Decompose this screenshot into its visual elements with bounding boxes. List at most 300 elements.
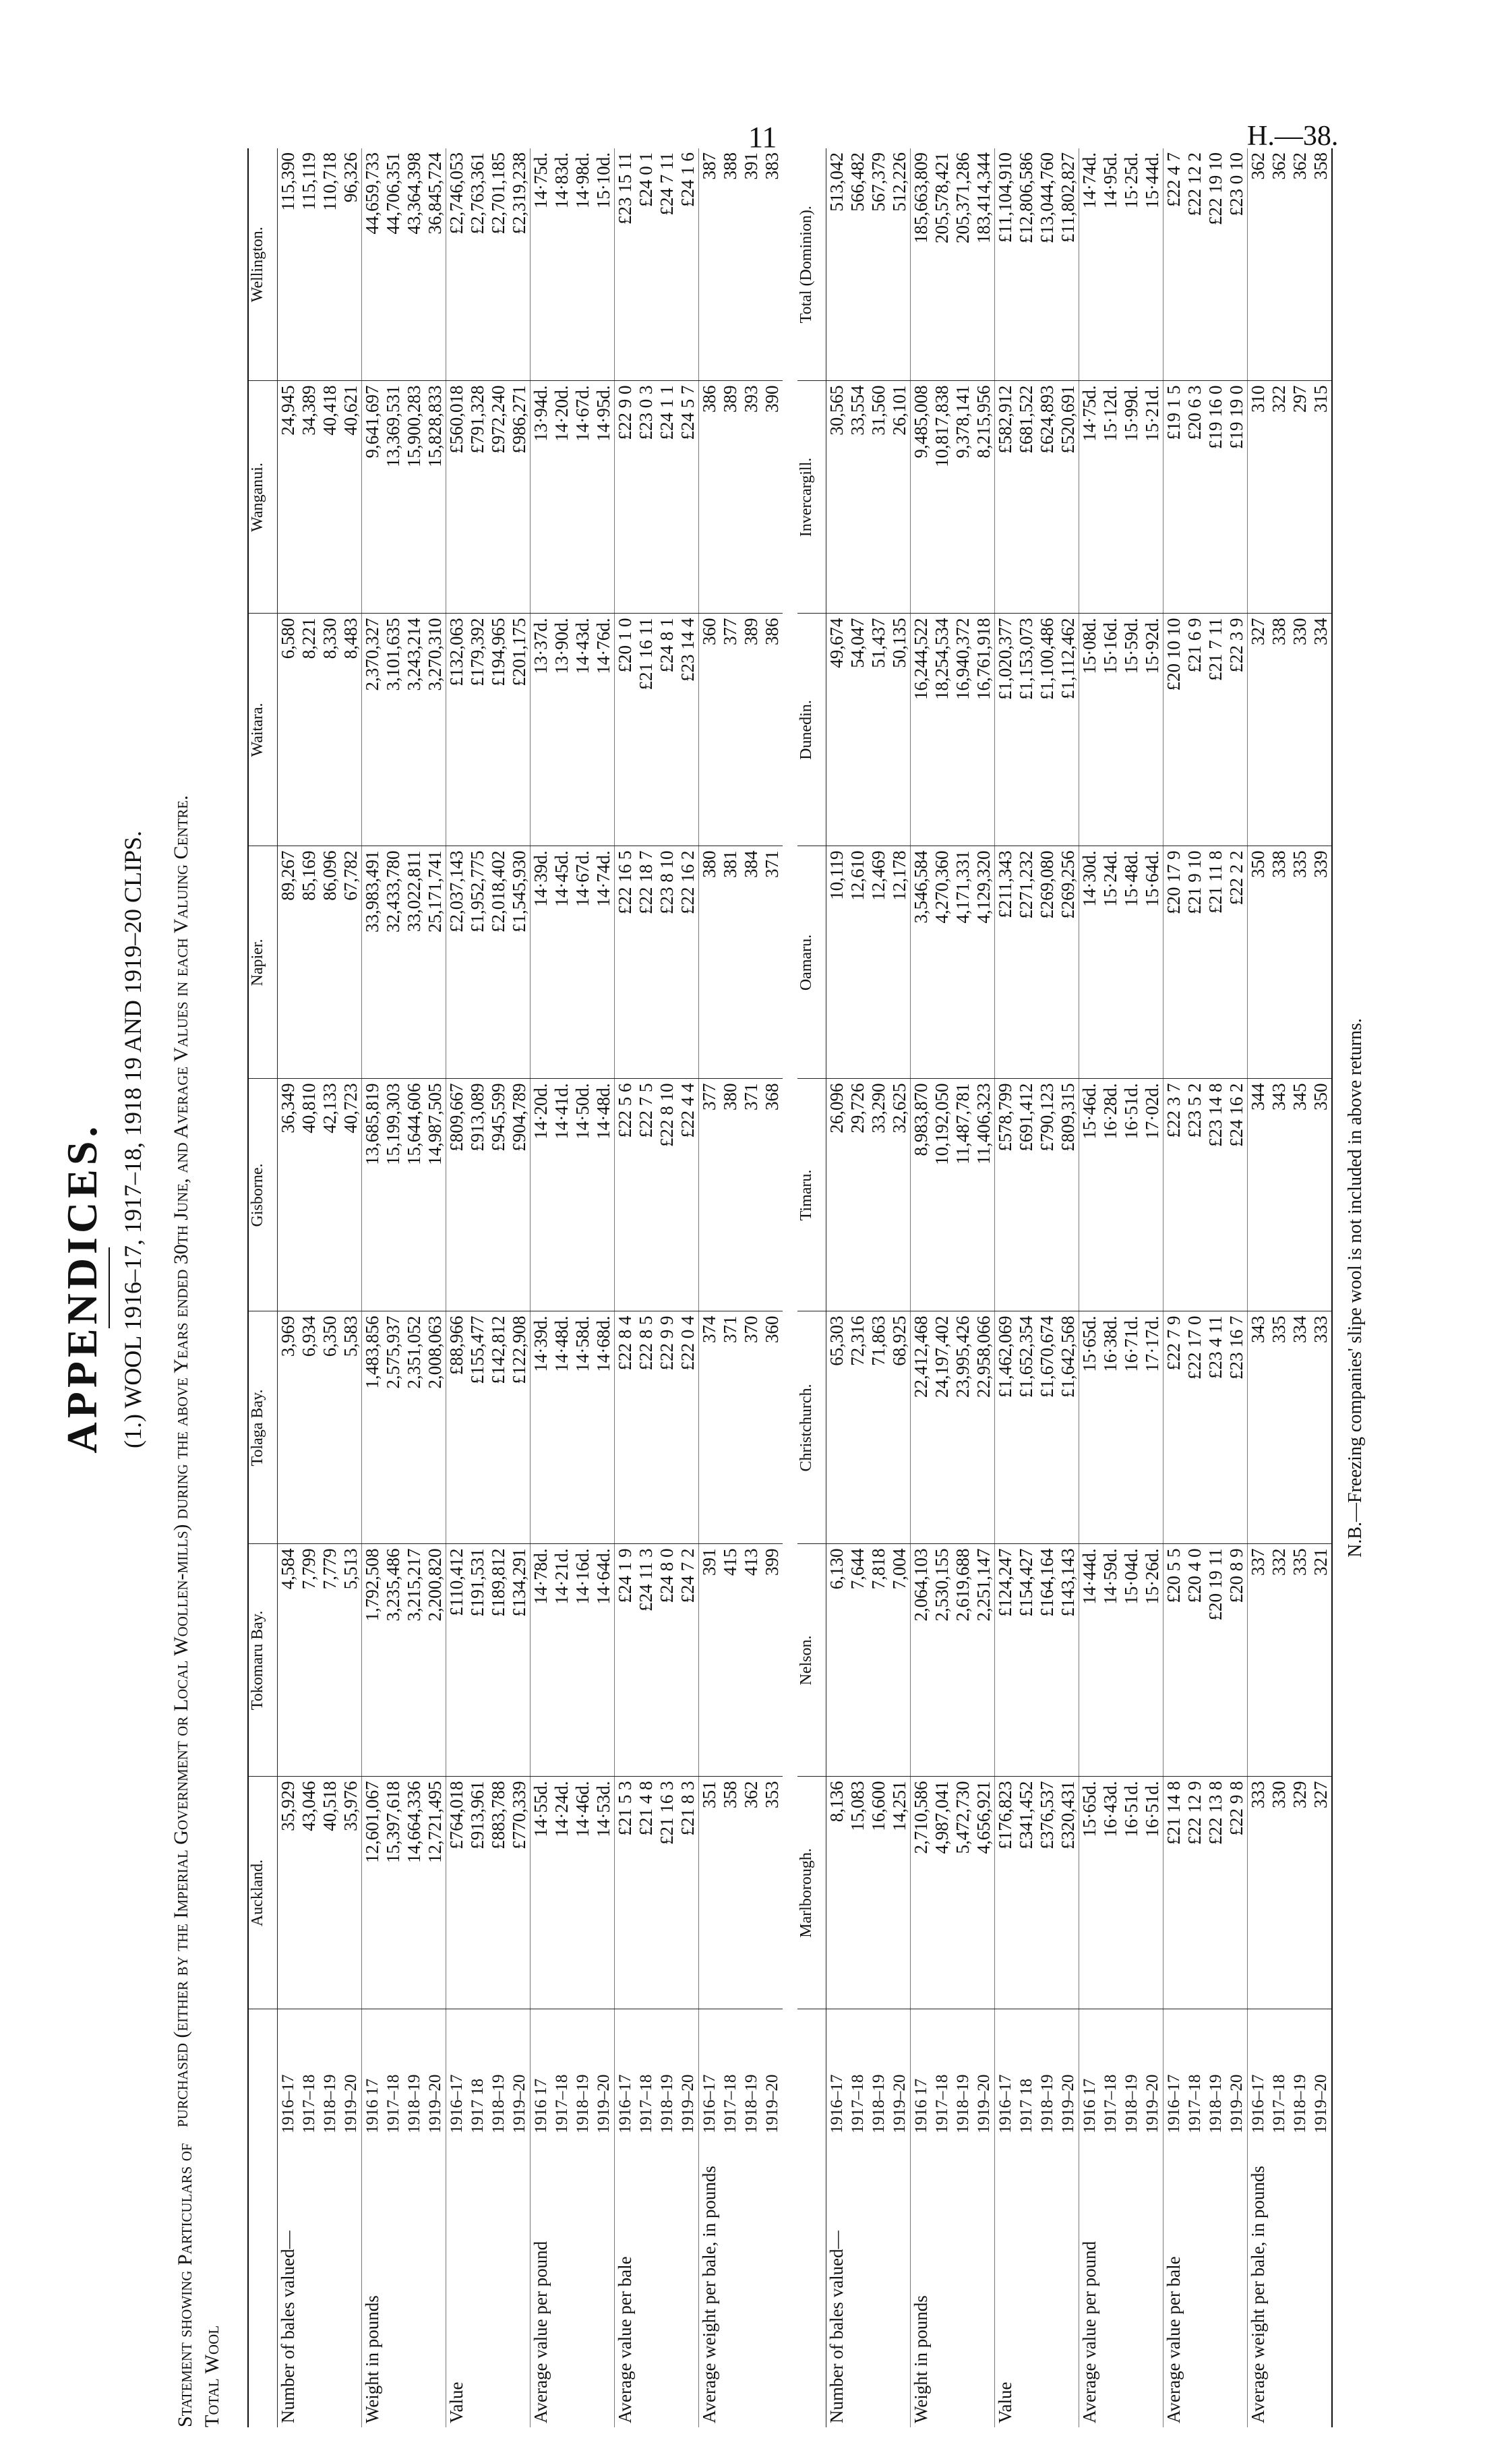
- table-row: [720, 148, 741, 2427]
- table-row: [531, 148, 552, 2427]
- data-cell: £194,965: [488, 614, 509, 846]
- data-cell: 43,046: [299, 1777, 320, 2009]
- data-cell: 5,472,730: [952, 1777, 973, 2009]
- year-label: 1918–19: [1122, 2074, 1141, 2133]
- data-cell: 15·26d.: [1142, 1544, 1163, 1777]
- data-cell: £22 9 8: [1226, 1777, 1248, 2009]
- data-cell: £624,893: [1037, 381, 1058, 614]
- data-cell: 14·58d.: [572, 1311, 593, 1544]
- data-cell: 36,845,724: [425, 148, 446, 381]
- data-cell: 15·16d.: [1100, 614, 1121, 846]
- data-cell: £22 4 7: [1163, 148, 1185, 381]
- data-cell: 9,641,697: [362, 381, 384, 614]
- data-cell: 183,414,344: [973, 148, 995, 381]
- year-label: 1917–18: [1270, 2074, 1288, 2133]
- data-cell: 29,726: [847, 1079, 868, 1311]
- table-row: [1100, 148, 1121, 2427]
- data-cell: 16·43d.: [1100, 1777, 1121, 2009]
- data-cell: 14·48d.: [551, 1311, 572, 1544]
- data-cell: £201,175: [509, 614, 531, 846]
- year-label: 1916–17: [1248, 2009, 1269, 2137]
- year-label: 1916 17: [1079, 2009, 1101, 2137]
- data-cell: £22 8 5: [636, 1311, 657, 1544]
- data-cell: 12,610: [847, 846, 868, 1079]
- data-cell: £21 4 8: [636, 1777, 657, 2009]
- table-row: [467, 148, 488, 2427]
- column-header: Christchurch.: [797, 1311, 826, 1544]
- rotated-page-content: [57, 148, 1419, 2427]
- data-cell: £20 17 9: [1163, 846, 1185, 1079]
- data-cell: 49,674: [826, 614, 848, 846]
- year-label: 1919–20: [763, 2074, 781, 2133]
- table-row: [404, 148, 425, 2427]
- data-cell: £24 7 11: [657, 148, 677, 381]
- data-cell: 7,004: [889, 1544, 911, 1777]
- data-cell: 14·55d.: [531, 1777, 552, 2009]
- data-cell: 5,583: [340, 1311, 362, 1544]
- data-cell: £2,763,361: [467, 148, 488, 381]
- wool-table-north: [249, 148, 783, 2427]
- data-cell: 15·64d.: [1142, 846, 1163, 1079]
- data-cell: 329: [1290, 1777, 1310, 2009]
- data-cell: 14·83d.: [551, 148, 572, 381]
- data-cell: 16,244,522: [911, 614, 932, 846]
- data-cell: 15,199,303: [383, 1079, 404, 1311]
- table-row: [973, 148, 995, 2427]
- column-header: Napier.: [249, 846, 278, 1079]
- data-cell: 335: [1290, 1544, 1310, 1777]
- table-row: [593, 148, 615, 2427]
- data-cell: £2,746,053: [446, 148, 468, 381]
- data-cell: £791,328: [467, 381, 488, 614]
- data-cell: 512,226: [889, 148, 911, 381]
- data-cell: £24 11 3: [636, 1544, 657, 1777]
- year-label: 1916–17: [278, 2009, 299, 2137]
- data-cell: 14,664,336: [404, 1777, 425, 2009]
- table-row: [1163, 148, 1185, 2427]
- data-cell: £22 18 7: [636, 846, 657, 1079]
- data-cell: £972,240: [488, 381, 509, 614]
- row-group-label: Value: [446, 2137, 531, 2427]
- column-header: Tokomaru Bay.: [249, 1544, 278, 1777]
- data-cell: £23 15 11: [615, 148, 636, 381]
- table-row: [383, 148, 404, 2427]
- data-cell: 14·75d.: [1079, 381, 1101, 614]
- data-cell: 3,270,310: [425, 614, 446, 846]
- data-cell: 10,119: [826, 846, 848, 1079]
- header-row: [797, 148, 826, 2427]
- year-label: 1918–19: [574, 2074, 592, 2133]
- data-cell: £134,291: [509, 1544, 531, 1777]
- data-cell: £22 0 4: [677, 1311, 699, 1544]
- table-row: [1016, 148, 1037, 2427]
- data-cell: 368: [762, 1079, 783, 1311]
- data-cell: 15·10d.: [593, 148, 615, 381]
- data-cell: £24 1 6: [677, 148, 699, 381]
- data-cell: 31,560: [868, 381, 889, 614]
- data-cell: £164,164: [1037, 1544, 1058, 1777]
- year-label: 1918–19: [1038, 2074, 1056, 2133]
- data-cell: £22 16 2: [677, 846, 699, 1079]
- data-cell: £22 2 2: [1226, 846, 1248, 1079]
- year-label: 1916–17: [995, 2009, 1017, 2137]
- data-cell: £21 16 3: [657, 1777, 677, 2009]
- data-cell: 389: [720, 381, 741, 614]
- table-row: [446, 148, 468, 2427]
- data-cell: £1,462,069: [995, 1311, 1017, 1544]
- year-label: 1919–20: [1059, 2074, 1077, 2133]
- data-cell: 371: [720, 1311, 741, 1544]
- data-cell: 205,578,421: [932, 148, 952, 381]
- column-header: Waitara.: [249, 614, 278, 846]
- data-cell: 383: [762, 148, 783, 381]
- data-cell: £22 8 10: [657, 1079, 677, 1311]
- year-label: 1919–20: [679, 2074, 697, 2133]
- data-cell: £22 13 8: [1205, 1777, 1226, 2009]
- data-cell: 54,047: [847, 614, 868, 846]
- data-cell: 14·74d.: [593, 846, 615, 1079]
- year-header: [797, 2009, 826, 2137]
- column-header: Total (Dominion).: [797, 148, 826, 381]
- column-header: Gisborne.: [249, 1079, 278, 1311]
- data-cell: 14·46d.: [572, 1777, 593, 2009]
- data-cell: 11,487,781: [952, 1079, 973, 1311]
- data-cell: 14,987,505: [425, 1079, 446, 1311]
- data-cell: 16·38d.: [1100, 1311, 1121, 1544]
- table-row: [762, 148, 783, 2427]
- data-cell: 4,270,360: [932, 846, 952, 1079]
- data-cell: 334: [1310, 614, 1331, 846]
- data-cell: 16·51d.: [1121, 1079, 1142, 1311]
- data-cell: 86,096: [320, 846, 340, 1079]
- data-cell: 24,197,402: [932, 1311, 952, 1544]
- data-cell: £341,452: [1016, 1777, 1037, 2009]
- column-header: Dunedin.: [797, 614, 826, 846]
- data-cell: 337: [1248, 1544, 1269, 1777]
- data-cell: 15·24d.: [1100, 846, 1121, 1079]
- data-cell: 40,518: [320, 1777, 340, 2009]
- data-cell: £22 7 9: [1163, 1311, 1185, 1544]
- data-cell: £142,812: [488, 1311, 509, 1544]
- table-row: [847, 148, 868, 2427]
- data-cell: 22,412,468: [911, 1311, 932, 1544]
- data-cell: £23 4 11: [1205, 1311, 1226, 1544]
- data-cell: 4,171,331: [952, 846, 973, 1079]
- row-group-label: Weight in pounds: [911, 2137, 995, 2427]
- data-cell: £21 7 11: [1205, 614, 1226, 846]
- year-label: 1919–20: [890, 2074, 909, 2133]
- data-cell: £1,100,486: [1037, 614, 1058, 846]
- data-cell: £20 5 5: [1163, 1544, 1185, 1777]
- data-cell: 14·98d.: [572, 148, 593, 381]
- data-cell: 33,983,491: [362, 846, 384, 1079]
- data-cell: 390: [762, 381, 783, 614]
- data-cell: 18,254,534: [932, 614, 952, 846]
- data-cell: £20 4 0: [1184, 1544, 1205, 1777]
- data-cell: 391: [741, 148, 762, 381]
- data-cell: 362: [1248, 148, 1269, 381]
- data-cell: 4,584: [278, 1544, 299, 1777]
- page-number: 11: [748, 121, 777, 154]
- data-cell: 338: [1269, 846, 1290, 1079]
- data-cell: £269,080: [1037, 846, 1058, 1079]
- data-cell: 374: [699, 1311, 721, 1544]
- data-cell: 350: [1310, 1079, 1331, 1311]
- data-cell: 351: [699, 1777, 721, 2009]
- data-cell: 334: [1290, 1311, 1310, 1544]
- table-row: [320, 148, 340, 2427]
- header-row: [249, 148, 278, 2427]
- data-cell: 14·20d.: [551, 381, 572, 614]
- data-cell: 13,369,531: [383, 381, 404, 614]
- table-row: [636, 148, 657, 2427]
- data-cell: £1,952,775: [467, 846, 488, 1079]
- year-label: 1917–18: [384, 2074, 402, 2133]
- data-cell: 11,406,323: [973, 1079, 995, 1311]
- data-cell: 16·28d.: [1100, 1079, 1121, 1311]
- data-cell: 15,644,606: [404, 1079, 425, 1311]
- section-title: (1.) WOOL 1916–17, 1917–18, 1918 19 AND 1919–20 CLIPS.: [119, 831, 146, 1448]
- data-cell: £21 11 8: [1205, 846, 1226, 1079]
- data-cell: 14·53d.: [593, 1777, 615, 2009]
- data-cell: £22 8 4: [615, 1311, 636, 1544]
- year-label: 1918–19: [742, 2074, 760, 2133]
- data-cell: 32,625: [889, 1079, 911, 1311]
- data-cell: £986,271: [509, 381, 531, 614]
- data-cell: 2,710,586: [911, 1777, 932, 2009]
- data-cell: 96,326: [340, 148, 362, 381]
- data-cell: £1,642,568: [1058, 1311, 1079, 1544]
- year-label: 1917 18: [468, 2078, 487, 2133]
- table-row: [1121, 148, 1142, 2427]
- data-cell: 14·41d.: [551, 1079, 572, 1311]
- data-cell: 6,130: [826, 1544, 848, 1777]
- data-cell: £20 6 3: [1184, 381, 1205, 614]
- table-row: [299, 148, 320, 2427]
- data-cell: 14·78d.: [531, 1544, 552, 1777]
- data-cell: 338: [1269, 614, 1290, 846]
- year-label: 1918–19: [1207, 2074, 1225, 2133]
- data-cell: 15·08d.: [1079, 614, 1101, 846]
- data-cell: £560,018: [446, 381, 468, 614]
- data-cell: 2,251,147: [973, 1544, 995, 1777]
- year-label: 1917–18: [637, 2074, 655, 2133]
- data-cell: 13·37d.: [531, 614, 552, 846]
- table-row: [952, 148, 973, 2427]
- data-cell: £189,812: [488, 1544, 509, 1777]
- data-cell: £21 5 3: [615, 1777, 636, 2009]
- year-label: 1916–17: [446, 2009, 468, 2137]
- data-cell: 33,022,811: [404, 846, 425, 1079]
- data-cell: 72,316: [847, 1311, 868, 1544]
- table-row: [995, 148, 1017, 2427]
- table-row: [509, 148, 531, 2427]
- data-cell: 30,565: [826, 381, 848, 614]
- data-cell: 16·51d.: [1121, 1777, 1142, 2009]
- data-cell: £21 8 3: [677, 1777, 699, 2009]
- data-cell: £20 1 0: [615, 614, 636, 846]
- column-header: Auckland.: [249, 1777, 278, 2009]
- data-cell: £22 16 5: [615, 846, 636, 1079]
- data-cell: 360: [699, 614, 721, 846]
- data-cell: £20 19 11: [1205, 1544, 1226, 1777]
- data-cell: 315: [1310, 381, 1331, 614]
- data-cell: 14·44d.: [1079, 1544, 1101, 1777]
- data-cell: £22 19 10: [1205, 148, 1226, 381]
- data-cell: £88,966: [446, 1311, 468, 1544]
- data-cell: 17·02d.: [1142, 1079, 1163, 1311]
- data-cell: £19 19 0: [1226, 381, 1248, 614]
- data-cell: 14·95d.: [1100, 148, 1121, 381]
- data-cell: 26,096: [826, 1079, 848, 1311]
- data-cell: £582,912: [995, 381, 1017, 614]
- data-cell: £21 6 9: [1184, 614, 1205, 846]
- data-cell: 13·94d.: [531, 381, 552, 614]
- table-row: [1058, 148, 1079, 2427]
- data-cell: 343: [1248, 1311, 1269, 1544]
- column-header: Tolaga Bay.: [249, 1311, 278, 1544]
- data-cell: 24,945: [278, 381, 299, 614]
- data-cell: 330: [1290, 614, 1310, 846]
- data-cell: £2,701,185: [488, 148, 509, 381]
- row-group-label: Number of bales valued—: [826, 2137, 911, 2427]
- statement-lead: Statement showing Particulars of Total Wool: [174, 2143, 223, 2427]
- data-cell: £13,044,760: [1037, 148, 1058, 381]
- table-row: [1248, 148, 1269, 2427]
- data-cell: 3,101,635: [383, 614, 404, 846]
- data-cell: £22 3 7: [1163, 1079, 1185, 1311]
- page-heading: APPENDICES.: [58, 1122, 106, 1454]
- data-cell: 371: [762, 846, 783, 1079]
- year-label: 1917–18: [933, 2074, 951, 2133]
- data-cell: 14·45d.: [551, 846, 572, 1079]
- data-cell: 44,706,351: [383, 148, 404, 381]
- table-row: [1184, 148, 1205, 2427]
- data-cell: £22 7 5: [636, 1079, 657, 1311]
- table-row: [932, 148, 952, 2427]
- table-row: [425, 148, 446, 2427]
- statement-body: purchased (either by the Imperial Government or Local Woollen-mills) during the above Years ended 30th June, and Average Values in each Valuing Centre.: [170, 795, 192, 2127]
- data-cell: 32,433,780: [383, 846, 404, 1079]
- data-cell: 13,685,819: [362, 1079, 384, 1311]
- data-cell: £22 12 2: [1184, 148, 1205, 381]
- column-header: Wanganui.: [249, 381, 278, 614]
- data-cell: 22,958,066: [973, 1311, 995, 1544]
- data-cell: 2,530,155: [932, 1544, 952, 1777]
- data-cell: 110,718: [320, 148, 340, 381]
- data-cell: 358: [720, 1777, 741, 2009]
- data-cell: £191,531: [467, 1544, 488, 1777]
- year-label: 1917 18: [1017, 2078, 1035, 2133]
- year-label: 1918–19: [870, 2074, 888, 2133]
- data-cell: 15·92d.: [1142, 614, 1163, 846]
- table-row: [1037, 148, 1058, 2427]
- year-label: 1916–17: [826, 2009, 848, 2137]
- data-cell: 40,810: [299, 1079, 320, 1311]
- data-cell: 377: [699, 1079, 721, 1311]
- data-cell: £20 10 10: [1163, 614, 1185, 846]
- data-cell: 12,469: [868, 846, 889, 1079]
- data-cell: 14·67d.: [572, 846, 593, 1079]
- data-cell: 1,792,508: [362, 1544, 384, 1777]
- row-group-label: Weight in pounds: [362, 2137, 446, 2427]
- data-cell: £1,545,930: [509, 846, 531, 1079]
- data-cell: 14·68d.: [593, 1311, 615, 1544]
- data-cell: 399: [762, 1544, 783, 1777]
- data-cell: 14·24d.: [551, 1777, 572, 2009]
- column-header: Wellington.: [249, 148, 278, 381]
- data-cell: 16,600: [868, 1777, 889, 2009]
- data-cell: 327: [1310, 1777, 1331, 2009]
- data-cell: 85,169: [299, 846, 320, 1079]
- data-cell: £155,477: [467, 1311, 488, 1544]
- data-cell: 15·65d.: [1079, 1777, 1101, 2009]
- data-cell: 23,995,426: [952, 1311, 973, 1544]
- data-cell: 3,546,584: [911, 846, 932, 1079]
- data-cell: 381: [720, 846, 741, 1079]
- table-row: [615, 148, 636, 2427]
- table-row: [657, 148, 677, 2427]
- column-header: Nelson.: [797, 1544, 826, 1777]
- data-cell: 333: [1310, 1311, 1331, 1544]
- data-cell: £24 16 2: [1226, 1079, 1248, 1311]
- data-cell: £20 8 9: [1226, 1544, 1248, 1777]
- year-label: 1919–20: [1228, 2074, 1246, 2133]
- data-cell: 1,483,856: [362, 1311, 384, 1544]
- data-cell: 35,929: [278, 1777, 299, 2009]
- data-cell: £913,961: [467, 1777, 488, 2009]
- data-cell: £945,599: [488, 1079, 509, 1311]
- data-cell: 370: [741, 1311, 762, 1544]
- data-cell: £2,018,402: [488, 846, 509, 1079]
- data-cell: 14·43d.: [572, 614, 593, 846]
- data-cell: 327: [1248, 614, 1269, 846]
- statement-block: [119, 148, 247, 2427]
- table-row: [741, 148, 762, 2427]
- data-cell: £1,112,462: [1058, 614, 1079, 846]
- data-cell: 380: [699, 846, 721, 1079]
- data-cell: £23 0 3: [636, 381, 657, 614]
- year-label: 1919–20: [1312, 2074, 1330, 2133]
- data-cell: 15·65d.: [1079, 1311, 1101, 1544]
- table-row: [1269, 148, 1290, 2427]
- data-cell: £22 9 0: [615, 381, 636, 614]
- data-cell: £179,392: [467, 614, 488, 846]
- data-cell: 14·20d.: [531, 1079, 552, 1311]
- data-cell: 2,575,937: [383, 1311, 404, 1544]
- data-cell: £22 5 6: [615, 1079, 636, 1311]
- data-cell: 333: [1248, 1777, 1269, 2009]
- data-cell: 335: [1290, 846, 1310, 1079]
- data-cell: 35,976: [340, 1777, 362, 2009]
- data-cell: 68,925: [889, 1311, 911, 1544]
- row-group-label: Average value per pound: [1079, 2137, 1163, 2427]
- data-cell: 415: [720, 1544, 741, 1777]
- label-header: [797, 2137, 826, 2427]
- data-cell: £809,315: [1058, 1079, 1079, 1311]
- data-cell: 14·64d.: [593, 1544, 615, 1777]
- data-cell: 567,379: [868, 148, 889, 381]
- data-cell: 8,983,870: [911, 1079, 932, 1311]
- data-cell: £24 5 7: [677, 381, 699, 614]
- data-cell: £154,427: [1016, 1544, 1037, 1777]
- data-cell: 15·48d.: [1121, 846, 1142, 1079]
- data-cell: 344: [1248, 1079, 1269, 1311]
- data-cell: 17·17d.: [1142, 1311, 1163, 1544]
- data-cell: £11,104,910: [995, 148, 1017, 381]
- data-cell: 115,119: [299, 148, 320, 381]
- data-cell: 40,621: [340, 381, 362, 614]
